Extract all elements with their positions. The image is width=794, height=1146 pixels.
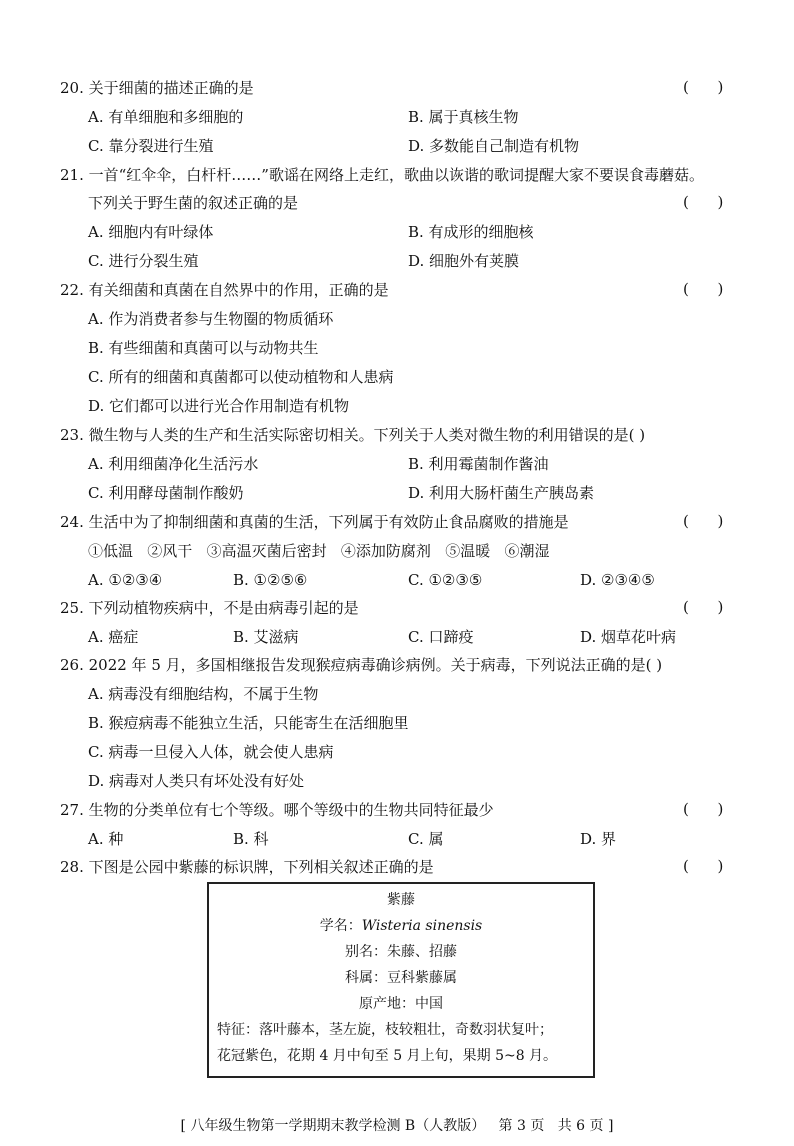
option-22-c: C. 所有的细菌和真菌都可以使动植物和人患病 <box>88 368 394 386</box>
plant-sign <box>207 882 595 1078</box>
sign-scientific-label: 学名： <box>319 918 362 934</box>
option-20-c: C. 靠分裂进行生殖 <box>88 137 214 155</box>
sign-feature-line-2: 花冠紫色，花期 4 月中旬至 5 月上旬，果期 5~8 月。 <box>217 1048 558 1064</box>
question-20-stem: 20. 关于细菌的描述正确的是 <box>60 79 254 97</box>
option-27-d: D. 界 <box>580 830 617 848</box>
question-26-stem: 26. 2022 年 5 月，多国相继报告发现猴痘病毒确诊病例。关于病毒，下列说法正确的是( ) <box>60 656 663 674</box>
option-26-b: B. 猴痘病毒不能独立生活，只能寄生在活细胞里 <box>88 714 409 732</box>
question-24-items: ①低温 ②风干 ③高温灭菌后密封 ④添加防腐剂 ⑤温暖 ⑥潮湿 <box>88 542 550 560</box>
option-24-c: C. ①②③⑤ <box>408 571 483 589</box>
option-24-d: D. ②③④⑤ <box>580 571 655 589</box>
question-22-stem: 22. 有关细菌和真菌在自然界中的作用，正确的是 <box>60 281 389 299</box>
option-27-b: B. 科 <box>233 830 269 848</box>
option-26-c: C. 病毒一旦侵入人体，就会使人患病 <box>88 743 334 761</box>
answer-bracket-21[interactable]: ( ) <box>683 193 724 211</box>
sign-origin: 原产地：中国 <box>359 996 443 1012</box>
option-20-a: A. 有单细胞和多细胞的 <box>88 108 244 126</box>
answer-bracket-24[interactable]: ( ) <box>683 512 724 530</box>
option-25-a: A. 癌症 <box>88 628 139 646</box>
option-21-c: C. 进行分裂生殖 <box>88 252 199 270</box>
sign-scientific-value: Wisteria sinensis <box>361 918 483 934</box>
option-21-b: B. 有成形的细胞核 <box>408 223 534 241</box>
answer-bracket-28[interactable]: ( ) <box>683 857 724 875</box>
option-26-d: D. 病毒对人类只有坏处没有好处 <box>88 772 305 790</box>
question-28-stem: 28. 下图是公园中紫藤的标识牌，下列相关叙述正确的是 <box>60 858 434 876</box>
option-23-b: B. 利用霉菌制作酱油 <box>408 455 549 473</box>
question-21-stem-continued: 下列关于野生菌的叙述正确的是 <box>88 194 299 212</box>
sign-title: 紫藤 <box>387 892 415 908</box>
answer-bracket-22[interactable]: ( ) <box>683 280 724 298</box>
option-22-a: A. 作为消费者参与生物圈的物质循环 <box>88 310 334 328</box>
sign-scientific-name <box>209 916 593 936</box>
option-23-c: C. 利用酵母菌制作酸奶 <box>88 484 244 502</box>
answer-bracket-27[interactable]: ( ) <box>683 800 724 818</box>
option-23-d: D. 利用大肠杆菌生产胰岛素 <box>408 484 595 502</box>
option-25-b: B. 艾滋病 <box>233 628 299 646</box>
option-24-b: B. ①②⑤⑥ <box>233 571 308 589</box>
question-24-stem: 24. 生活中为了抑制细菌和真菌的生活，下列属于有效防止食品腐败的措施是 <box>60 513 569 531</box>
option-23-a: A. 利用细菌净化生活污水 <box>88 455 259 473</box>
sign-feature-line-1: 特征：落叶藤本，茎左旋，枝较粗壮，奇数羽状复叶； <box>217 1022 553 1038</box>
option-21-a: A. 细胞内有叶绿体 <box>88 223 214 241</box>
question-23-stem: 23. 微生物与人类的生产和生活实际密切相关。下列关于人类对微生物的利用错误的是( ) <box>60 426 646 444</box>
question-21-stem: 21. 一首“红伞伞，白杆杆……”歌谣在网络上走红，歌曲以诙谐的歌词提醒大家不要误食毒蘑菇。 <box>60 166 704 184</box>
option-25-d: D. 烟草花叶病 <box>580 628 677 646</box>
option-24-a: A. ①②③④ <box>88 571 163 589</box>
option-26-a: A. 病毒没有细胞结构，不属于生物 <box>88 685 319 703</box>
option-22-b: B. 有些细菌和真菌可以与动物共生 <box>88 339 319 357</box>
question-27-stem: 27. 生物的分类单位有七个等级。哪个等级中的生物共同特征最少 <box>60 801 494 819</box>
option-21-d: D. 细胞外有荚膜 <box>408 252 520 270</box>
option-27-c: C. 属 <box>408 830 444 848</box>
answer-bracket-20[interactable]: ( ) <box>683 78 724 96</box>
answer-bracket-25[interactable]: ( ) <box>683 598 724 616</box>
option-22-d: D. 它们都可以进行光合作用制造有机物 <box>88 397 350 415</box>
option-25-c: C. 口蹄疫 <box>408 628 474 646</box>
sign-alias: 别名：朱藤、招藤 <box>345 944 457 960</box>
option-20-b: B. 属于真核生物 <box>408 108 519 126</box>
option-27-a: A. 种 <box>88 830 124 848</box>
question-25-stem: 25. 下列动植物疾病中，不是由病毒引起的是 <box>60 599 359 617</box>
page-footer: [ 八年级生物第一学期期末教学检测 B（人教版） 第 3 页 共 6 页 ] <box>180 1118 614 1134</box>
option-20-d: D. 多数能自己制造有机物 <box>408 137 580 155</box>
sign-family: 科属：豆科紫藤属 <box>345 970 457 986</box>
